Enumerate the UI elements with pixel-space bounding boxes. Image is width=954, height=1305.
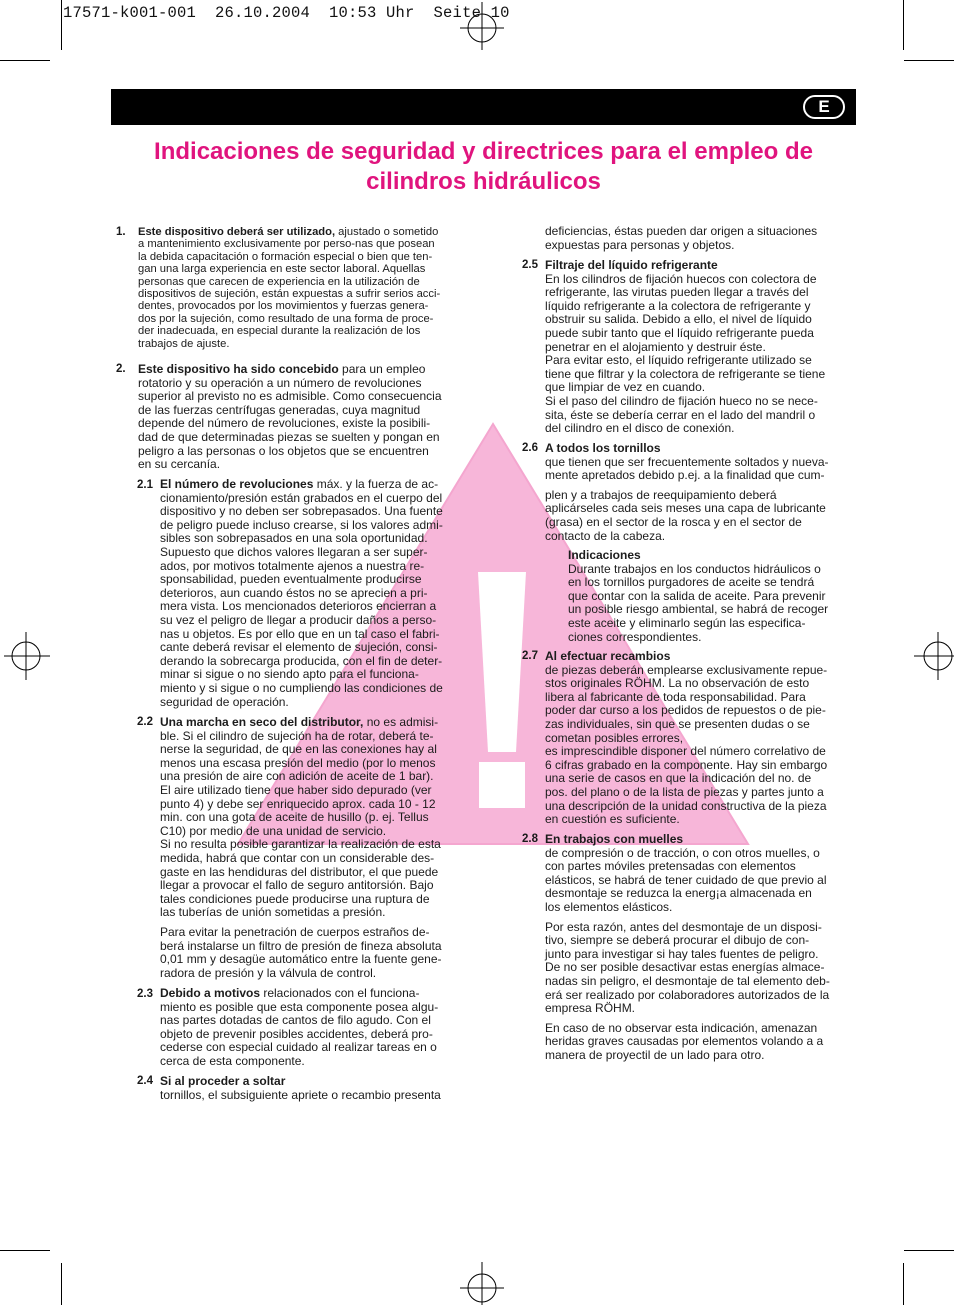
section-number: 2.6: [522, 442, 538, 454]
section-heading: El número de revoluciones: [160, 477, 314, 491]
notes-heading: Indicaciones: [568, 548, 641, 562]
section-number: 2.1: [137, 479, 153, 491]
section-heading: Una marcha en seco del distributor,: [160, 715, 364, 729]
section-2-2: Una marcha en seco del distributor, no es admisi- ble. Si el cilindro de sujeción ha de rotar, deberá te- nerse la seguridad, de que en las conexiones hay al menos una escasa presión del medio (por lo menos una presión de aire con adición de aceite de 1 bar). El aire utilizado tiene que haber sido depurado (ver punto 4) y debe ser enriquecido aprox. cada 10 - 12 min. con una gota de aceite de husillo (p. ej. Tellus C10) por medio de una unidad de servicio. Si no resulta posible garantizar la realización de esta medida, habrá que contar con un considerable des- gaste en las hendiduras del distributor, el que puede llegar a provocar el fallo de seguro antitorsión. Bajo tales condiciones puede producirse una ruptura de las tuberías de unión sometidas a presión. Para evitar la penetración de cuerpos estraños de- berá instalarse un filtro de presión de fineza absoluta 0,01 mm y desagüe automático entre la fuente gene- radora de presión y la válvula de control.: [160, 715, 442, 980]
section-2-1: El número de revoluciones máx. y la fuerza de ac- cionamiento/presión están grabados en el cuerpo del dispositivo y no deben ser sobrepasados. Una fuente de peligro puede incluso crearse, si los valores admi- sibles son sobrepasados en una sola oportunidad. Supuesto que dichos valores llegaran a ser super- ados, por motivos totalmente ajenos a nuestra re- sponsabilidad, pueden eventualmente producirse deterioros, aun cuando éstos no se aprecien a pri- mera vista. Los mencionados deterioros encierran a su vez el peligro de llegar a producir daños a perso- nas u objetos. Es por ello que en un tal caso el fabri- cante deberá revisar el elemento de sujeción, consi- derando la sobrecarga producida, con el fin de deter- minar si sigue o no siendo apto para el funciona- miento y si sigue o no cumpliendo las condiciones de seguridad de operación.: [160, 477, 443, 709]
crop-mark: [0, 60, 50, 61]
section-heading: Este dispositivo deberá ser utilizado,: [138, 226, 336, 238]
crop-mark: [904, 1250, 954, 1251]
section-1: Este dispositivo deberá ser utilizado, ajustado o sometido a mantenimiento exclusivamente por perso-nas que posean la debida capacitación o formación especial o bien que ten- gan una larga experiencia en este sector laboral. Aquellas personas que carecen de experiencia en la utilización de dispositivos de sujeción, están expuestas a sufrir serios acci- dentes, provocados por los movimientos y fuerzas genera- dos por la sujeción, como resultado de una forma de proce- der inadecuada, en especial durante la realización de los trabajos de ajuste.: [138, 226, 441, 350]
title-line: Indicaciones de seguridad y directrices para el empleo de: [154, 138, 813, 165]
crop-mark: [904, 60, 954, 61]
registration-mark-left: [4, 632, 52, 680]
registration-mark-right: [912, 632, 954, 680]
section-2-4-continued: deficiencias, éstas pueden dar origen a situaciones expuestas para personas y objetos.: [545, 224, 818, 252]
section-2-4: Si al proceder a soltar tornillos, el subsiguiente apriete o recambio presenta: [160, 1074, 441, 1102]
section-number: 2.4: [137, 1075, 153, 1087]
section-number: 2.8: [522, 833, 538, 845]
section-heading: Si al proceder a soltar: [160, 1074, 286, 1088]
header-bar: [111, 89, 856, 125]
section-heading: Debido a motivos: [160, 986, 261, 1000]
title-line: cilindros hidráulicos: [366, 168, 601, 195]
crop-mark: [903, 0, 904, 50]
section-heading: En trabajos con muelles: [545, 832, 684, 846]
registration-mark-bottom: [460, 1262, 504, 1305]
section-number: 1.: [116, 226, 126, 238]
print-slug: 17571-k001-001 26.10.2004 10:53 Uhr Seite 10: [63, 4, 510, 22]
section-2: Este dispositivo ha sido concebido para un empleo rotatorio y su operación a un número de revoluciones superior al previsto no es admisible. Como consecuencia de las fuerzas centrífugas generadas, cuya magnitud depende del número de revoluciones, existe la posibili- dad de que determinadas piezas se suelten y pongan en peligro a las personas o los objetos que se encuentren en su cercanía.: [138, 362, 442, 472]
section-2-7: Al efectuar recambios de piezas deberán emplearse exclusivamente repue- stos originales RÖHM. La no observación de esto libera al fabricante de toda responsabilidad. Para poder dar curso a los pedidos de repuestos o de pie- zas individuales, sin que se presenten dudas o se cometan posibles errores, es imprescindible disponer del número correlativo de 6 cifras grabado en la componente. Hay sin embargo una serie de casos en que la indicación del no. de pos. del plano o de la lista de piezas y partes junto a una descripción de la unidad constructiva de la pieza en cuestión es suficiente.: [545, 649, 828, 827]
section-heading: Este dispositivo ha sido concebido: [138, 362, 339, 376]
section-number: 2.7: [522, 650, 538, 662]
section-heading: Al efectuar recambios: [545, 649, 671, 663]
crop-mark: [61, 0, 62, 50]
section-2-6: A todos los tornillos que tienen que ser frecuentemente soltados y nueva- mente apretados debido p.ej. a la finalidad que cum- plen y a trabajos de reequipamiento deberá aplicárseles cada seis meses una capa de lubricante (grasa) en el sector de la rosca y en el sector de contacto de la cabeza.: [545, 441, 829, 543]
registration-mark-top: [460, 2, 504, 50]
language-badge: E: [803, 95, 845, 119]
section-2-3: Debido a motivos relacionados con el funciona- miento es posible que esta componente posea algu- nas partes dotadas de cantos de filo agudo. Con el objeto de prevenir posibles accidentes, deberá pro- cederse con especial cuidado al realizar tareas en o cerca de esta componente.: [160, 986, 439, 1068]
section-number: 2.5: [522, 259, 538, 271]
section-number: 2.: [116, 363, 126, 375]
section-number: 2.2: [137, 716, 153, 728]
crop-mark: [0, 1250, 50, 1251]
section-heading: Filtraje del líquido refrigerante: [545, 258, 718, 272]
section-2-5: Filtraje del líquido refrigerante En los cilindros de fijación huecos con colectora de refrigerante, las virutas pueden llegar a través del líquido refrigerante a la colectora de refrigerante y obstruir su salida. Debido a ello, el nivel de líquido puede subir tanto que el líquido refrigerante pueda penetrar en el alojamiento y destruir éste. Para evitar esto, el líquido refrigerante utilizado se tiene que filtrar y la colectora de refrigerante se tiene que limpiar de vez en cuando. Si el paso del cilindro de fijación hueco no se nece- sita, éste se debería cerrar en el lado del mandril o del cilindro en el disco de conexión.: [545, 258, 826, 436]
crop-mark: [903, 1263, 904, 1305]
section-2-8: En trabajos con muelles de compresión o de tracción, o con otros muelles, o con partes móviles pretensadas con elementos elásticos, se habrá de tener cuidado de que previo al desmontaje se reduzca la energ¡a almacenada en los elementos elásticos. Por esta razón, antes del desmontaje de un disposi- tivo, siempre se deberá procurar el dibujo de con- junto para investigar si hay tales fuentes de peligro. De no ser posible desactivar estas energías almace- nadas sin peligro, el desmontaje de tal elemento deb- erá ser realizado por colaboradores autorizados de la empresa RÖHM. En caso de no observar esta indicación, amenazan heridas graves causadas por elementos volando a a manera de proyectil de un lado para otro.: [545, 832, 830, 1062]
section-heading: A todos los tornillos: [545, 441, 661, 455]
crop-mark: [61, 1263, 62, 1305]
notes-block: Indicaciones Durante trabajos en los conductos hidráulicos o en los tornillos purgadores de aceite se tendrá que contar con la salida de aceite. Para prevenir un posible riesgo ambiental, se habrá de recoger este aceite y eliminarlo según las especifica- ciones correspondientes.: [568, 548, 829, 644]
page-title: [111, 137, 856, 197]
section-number: 2.3: [137, 988, 153, 1000]
